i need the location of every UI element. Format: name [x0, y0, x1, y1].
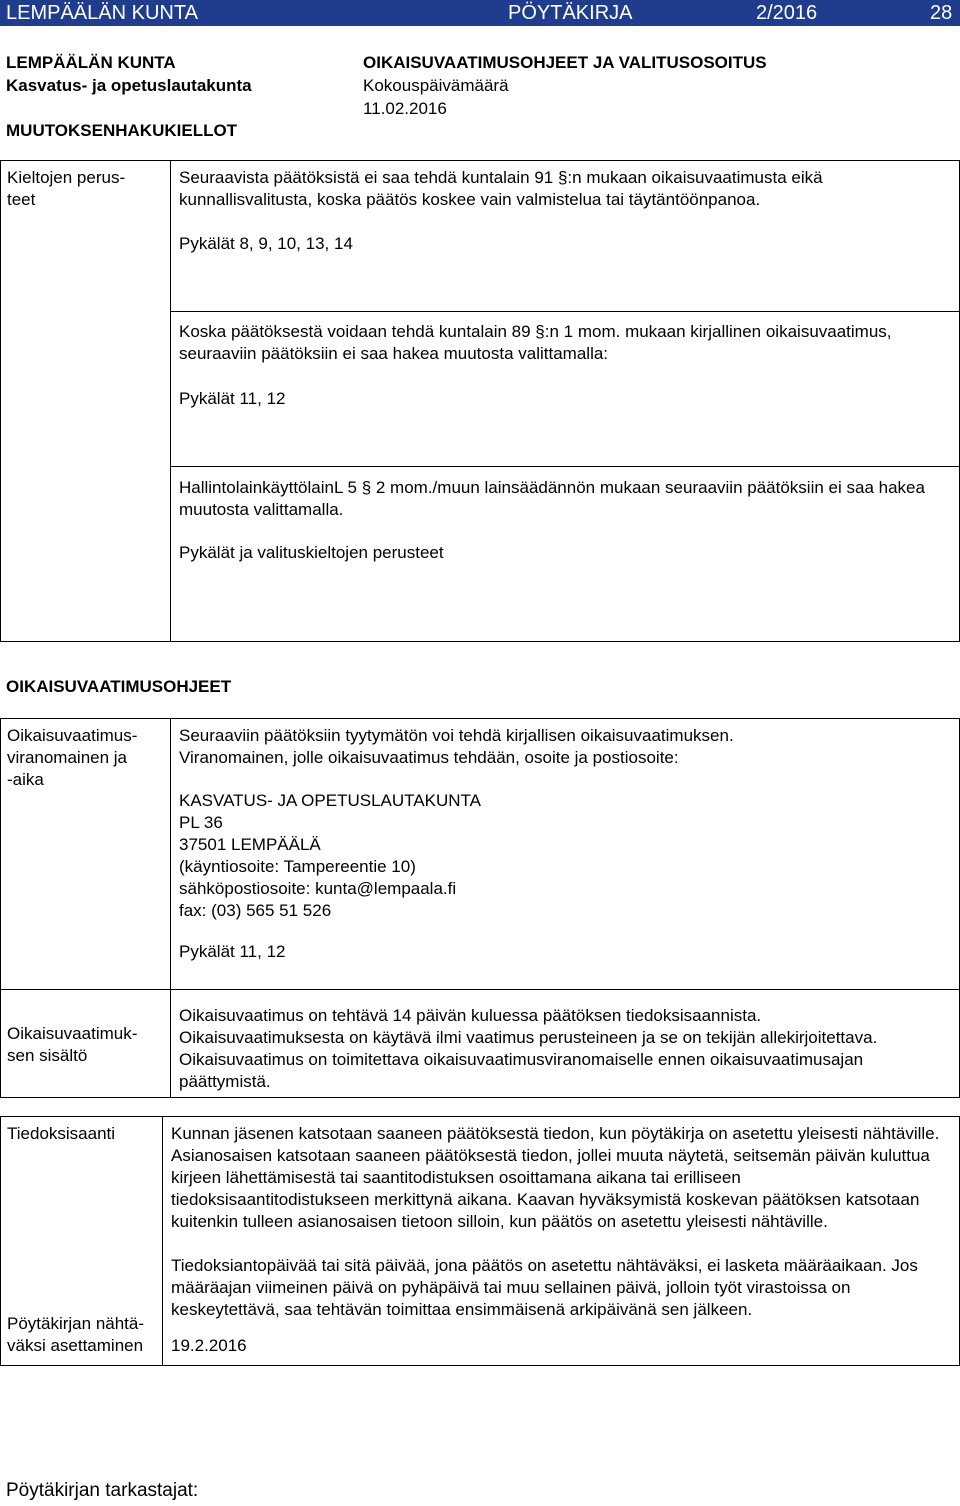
address-line: KASVATUS- JA OPETUSLAUTAKUNTA — [179, 791, 481, 810]
running-header-bar — [0, 0, 960, 26]
prohibitions-sections-law: Pykälät ja valituskieltojen perusteet — [179, 543, 444, 562]
header-doc-title: OIKAISUVAATIMUSOHJEET JA VALITUSOSOITUS — [363, 53, 767, 72]
notice-label-column — [1, 1117, 163, 1365]
authority-address — [179, 790, 481, 922]
authority-paragraph-intro: Seuraaviin päätöksiin tyytymätön voi tehdä kirjallisen oikaisuvaatimuksen. — [179, 726, 734, 745]
authority-label: Oikaisuvaatimus- viranomainen ja -aika — [7, 726, 138, 789]
notice-paragraph-receipt: Kunnan jäsenen katsotaan saaneen päätöksestä tiedon, kun pöytäkirja on asetettu yleisesti nähtäville. Asianosaisen katsotaan saaneen päätöksestä tiedon, jollei muuta näytetä, seitsemän päivän kuluttua kirjeen lähettämisestä tai saantitodistuksen osoittamana aikana tai erilliseen tiedoksisaantitodistukseen merkittynä aikana. Kaavan hyväksymistä koskevan päätöksen katsotaan kuitenkin tulleen asianosaisen tietoon silloin, kun päätös on asetettu yleisesti nähtäville. — [171, 1124, 940, 1231]
content-label-column — [1, 990, 171, 1097]
email-address: sähköpostiosoite: kunta@lempaala.fi — [179, 879, 457, 898]
header-board: Kasvatus- ja opetuslautakunta — [6, 76, 252, 95]
section-title-instructions: OIKAISUVAATIMUSOHJEET — [6, 677, 232, 696]
running-header-issue: 2/2016 — [756, 2, 818, 24]
notice-label: Tiedoksisaanti — [7, 1124, 116, 1143]
notice-box — [0, 1116, 960, 1366]
posting-date: 19.2.2016 — [171, 1336, 247, 1355]
prohibitions-paragraph-rectification: Koska päätöksestä voidaan tehdä kuntalain 89 §:n 1 mom. mukaan kirjallinen oikaisuvaatimus, seuraaviin päätöksiin ei saa hakea muutosta valittamalla: — [179, 322, 892, 363]
prohibitions-label-column — [1, 161, 171, 641]
header-org: LEMPÄÄLÄN KUNTA — [6, 53, 176, 72]
section-title-prohibitions: MUUTOKSENHAKUKIELLOT — [6, 121, 238, 140]
address-line: PL 36 — [179, 813, 223, 832]
authority-box — [0, 718, 960, 990]
prohibitions-paragraph-law: HallintolainkäyttölainL 5 § 2 mom./muun lainsäädännön mukaan seuraaviin päätöksiin ei saa hakea muutosta valittamalla. — [179, 478, 925, 519]
prohibitions-paragraph-preparation: Seuraavista päätöksistä ei saa tehdä kuntalain 91 §:n mukaan oikaisuvaatimusta eikä kunnallisvalitusta, koska päätös koskee vain valmistelua tai täytäntöönpanoa. — [179, 168, 823, 209]
header-date-label: Kokouspäivämäärä — [363, 76, 509, 95]
prohibitions-label: Kieltojen perus- teet — [7, 168, 126, 209]
prohibitions-box — [0, 160, 960, 642]
authority-paragraph-address-intro: Viranomainen, jolle oikaisuvaatimus tehdään, osoite ja postiosoite: — [179, 748, 679, 767]
notice-paragraph-deadline: Tiedoksiantopäivää tai sitä päivää, jona päätös on asetettu nähtäväksi, ei lasketa määräaikaan. Jos määräajan viimeinen päivä on pyhäpäivä tai muu sellainen päivä, jolloin työt virastoissa on keskeytettävä, saa tehtävän toimittaa ensimmäisenä arkipäivänä sen jälkeen. — [171, 1256, 918, 1319]
inspectors-label: Pöytäkirjan tarkastajat: — [6, 1480, 199, 1501]
running-header-org: LEMPÄÄLÄN KUNTA — [6, 2, 198, 24]
content-deadline: Oikaisuvaatimus on tehtävä 14 päivän kuluessa päätöksen tiedoksisaannista. — [179, 1006, 762, 1025]
authority-sections: Pykälät 11, 12 — [179, 942, 286, 961]
running-header-page-number: 28 — [930, 2, 953, 24]
divider — [171, 311, 960, 312]
prohibitions-sections-rectification: Pykälät 11, 12 — [179, 389, 286, 408]
authority-label-column — [1, 719, 171, 989]
header-date-value: 11.02.2016 — [363, 99, 447, 118]
content-label: Oikaisuvaatimuk- sen sisältö — [7, 1024, 138, 1065]
content-requirements: Oikaisuvaatimuksesta on käytävä ilmi vaatimus perusteineen ja se on tekijän allekirjoitettava. Oikaisuvaatimus on toimitettava oikaisuvaatimusviranomaiselle ennen oikaisuvaatimusajan päättymistä. — [179, 1028, 878, 1091]
address-line: (käyntiosoite: Tampereentie 10) — [179, 857, 416, 876]
address-line: 37501 LEMPÄÄLÄ — [179, 835, 321, 854]
posting-label: Pöytäkirjan nähtä- väksi asettaminen — [7, 1314, 145, 1355]
prohibitions-sections-preparation: Pykälät 8, 9, 10, 13, 14 — [179, 234, 353, 253]
running-header-doc-type: PÖYTÄKIRJA — [508, 2, 633, 24]
fax-number: fax: (03) 565 51 526 — [179, 901, 332, 920]
divider — [171, 466, 960, 467]
content-box — [0, 990, 960, 1098]
